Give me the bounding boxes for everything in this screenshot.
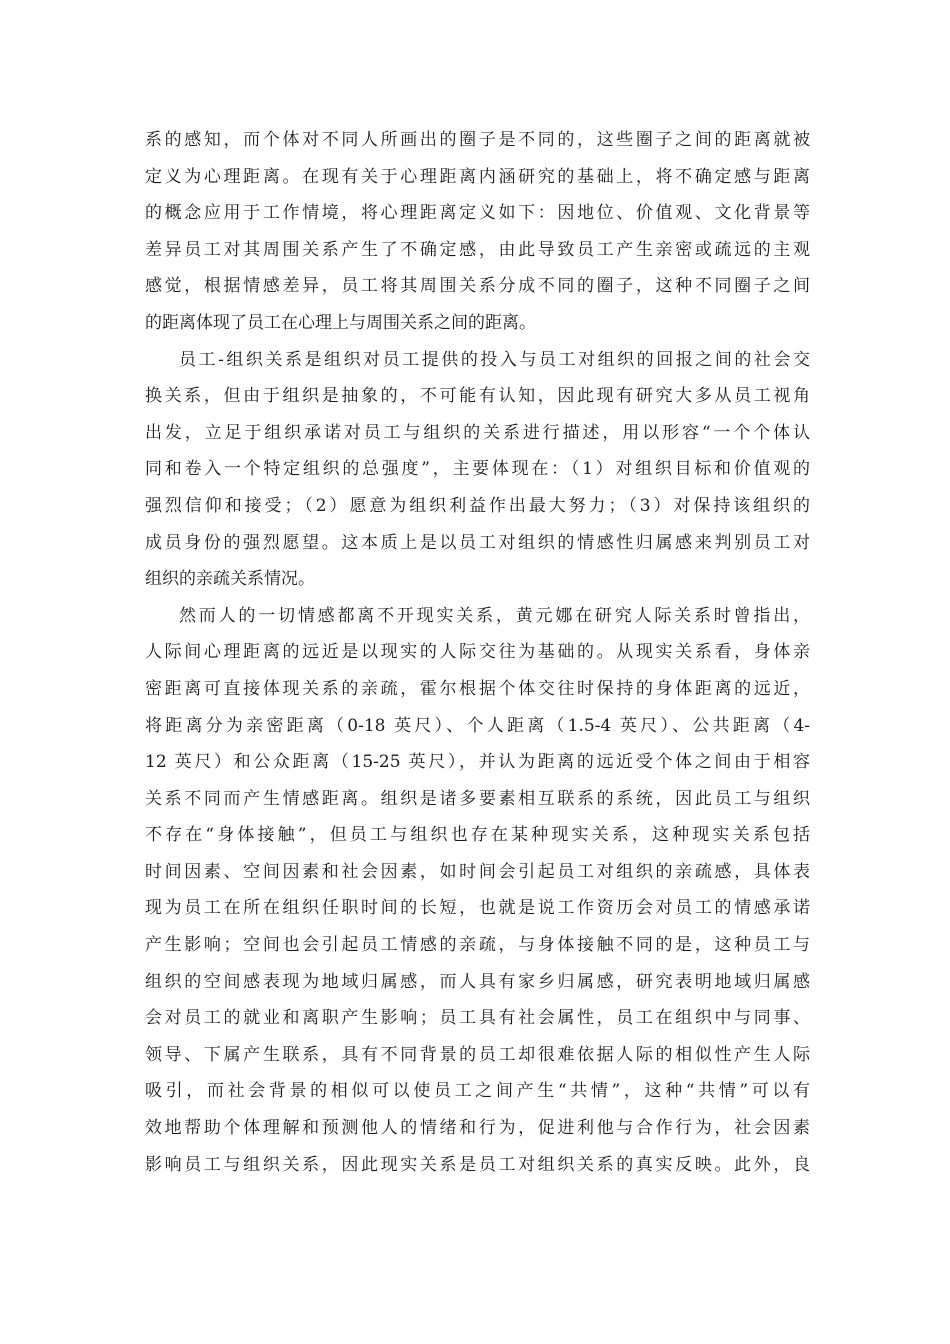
text-line: 吸引，而社会背景的相似可以使员工之间产生“共情”，这种“共情”可以有 <box>145 1081 810 1102</box>
text-line: 强烈信仰和接受；（2）愿意为组织利益作出最大努力；（3）对保持该组织的 <box>145 495 810 516</box>
text-line: 感觉，根据情感差异，员工将其周围关系分成不同的圈子，这种不同圈子之间 <box>145 276 810 297</box>
paragraph-1 <box>145 122 810 342</box>
text-line: 定义为心理距离。在现有关于心理距离内涵研究的基础上，将不确定感与距离 <box>145 166 810 187</box>
text-line: 换关系，但由于组织是抽象的，不可能有认知，因此现有研究大多从员工视角 <box>145 386 810 407</box>
text-line: 不存在“身体接触”，但员工与组织也存在某种现实关系，这种现实关系包括 <box>145 825 810 846</box>
text-line: 组织的亲疏关系情况。 <box>145 569 315 590</box>
text-line: 12 英尺）和公众距离（15-25 英尺），并认为距离的远近受个体之间由于相容 <box>145 752 810 773</box>
text-line: 的距离体现了员工在心理上与周围关系之间的距离。 <box>145 312 536 333</box>
text-line: 领导、下属产生联系，具有不同背景的员工却很难依据人际的相似性产生人际 <box>145 1044 810 1065</box>
text-line: 组织的空间感表现为地域归属感，而人具有家乡归属感，研究表明地域归属感 <box>145 971 810 992</box>
text-line: 密距离可直接体现关系的亲疏，霍尔根据个体交往时保持的身体距离的远近， <box>145 678 810 699</box>
paragraph-2 <box>145 342 810 598</box>
text-line: 差异员工对其周围关系产生了不确定感，由此导致员工产生亲密或疏远的主观 <box>145 239 810 260</box>
text-line: 效地帮助个体理解和预测他人的情绪和行为，促进利他与合作行为，社会因素 <box>145 1118 810 1139</box>
text-line: 会对员工的就业和离职产生影响；员工具有社会属性，员工在组织中与同事、 <box>145 1008 810 1029</box>
text-line: 员工-组织关系是组织对员工提供的投入与员工对组织的回报之间的社会交 <box>179 349 810 370</box>
text-line: 关系不同而产生情感距离。组织是诸多要素相互联系的系统，因此员工与组织 <box>145 788 810 809</box>
text-line: 成员身份的强烈愿望。这本质上是以员工对组织的情感性归属感来判别员工对 <box>145 532 810 553</box>
text-line: 产生影响；空间也会引起员工情感的亲疏，与身体接触不同的是，这种员工与 <box>145 935 810 956</box>
text-line: 人际间心理距离的远近是以现实的人际交往为基础的。从现实关系看，身体亲 <box>145 642 810 663</box>
text-line: 的概念应用于工作情境，将心理距离定义如下：因地位、价值观、文化背景等 <box>145 203 810 224</box>
text-line: 时间因素、空间因素和社会因素，如时间会引起员工对组织的亲疏感，具体表 <box>145 861 810 882</box>
text-line: 现为员工在所在组织任职时间的长短，也就是说工作资历会对员工的情感承诺 <box>145 898 810 919</box>
text-line: 影响员工与组织关系，因此现实关系是员工对组织关系的真实反映。此外，良 <box>145 1154 810 1175</box>
text-line: 同和卷入一个特定组织的总强度”，主要体现在：（1）对组织目标和价值观的 <box>145 459 810 480</box>
paragraph-3 <box>145 598 810 1184</box>
text-line: 系的感知，而个体对不同人所画出的圈子是不同的，这些圈子之间的距离就被 <box>145 130 810 150</box>
document-page <box>145 122 810 1183</box>
text-line: 然而人的一切情感都离不开现实关系，黄元娜在研究人际关系时曾指出， <box>179 605 810 626</box>
text-line: 出发，立足于组织承诺对员工与组织的关系进行描述，用以形容“一个个体认 <box>145 422 810 443</box>
text-line: 将距离分为亲密距离（0-18 英尺）、个人距离（1.5-4 英尺）、公共距离（4- <box>145 715 810 736</box>
